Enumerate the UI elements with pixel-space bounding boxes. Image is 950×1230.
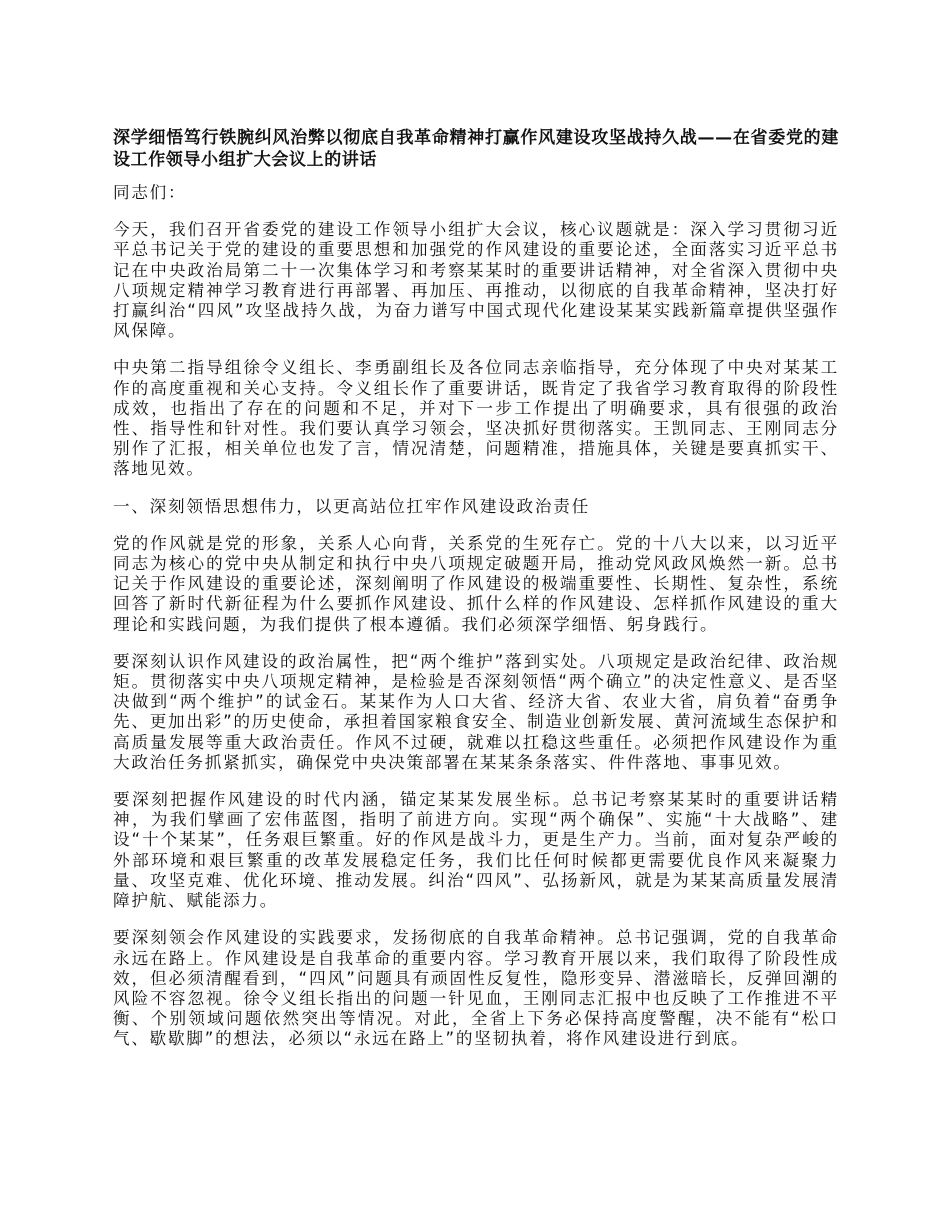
document-title: 深学细悟笃行铁腕纠风治弊以彻底自我革命精神打赢作风建设攻坚战持久战——在省委党的建设工作领导小组扩大会议上的讲话 bbox=[113, 128, 839, 170]
paragraph-opening: 今天，我们召开省委党的建设工作领导小组扩大会议，核心议题就是：深入学习贯彻习近平总书记关于党的建设的重要思想和加强党的作风建设的重要论述，全面落实习近平总书记在中央政治局第二十一次集体学习和考察某某时的重要讲话精神，对全省深入贯彻中央八项规定精神学习教育进行再部署、再加压、再推动，以彻底的自我革命精神，坚决打好打赢纠治“四风”攻坚战持久战，为奋力谱写中国式现代化建设某某实践新篇章提供坚强作风保障。 bbox=[113, 220, 839, 341]
paragraph: 党的作风就是党的形象，关系人心向背，关系党的生死存亡。党的十八大以来，以习近平同志为核心的党中央从制定和执行中央八项规定破题开局，推动党风政风焕然一新。总书记关于作风建设的重要论述，深刻阐明了作风建设的极端重要性、长期性、复杂性，系统回答了新时代新征程为什么要抓作风建设、抓什么样的作风建设、怎样抓作风建设的重大理论和实践问题，为我们提供了根本遵循。我们必须深学细悟、躬身践行。 bbox=[113, 533, 839, 634]
paragraph: 要深刻认识作风建设的政治属性，把“两个维护”落到实处。八项规定是政治纪律、政治规矩。贯彻落实中央八项规定精神，是检验是否深刻领悟“两个确立”的决定性意义、是否坚决做到“两个维护”的试金石。某某作为人口大省、经济大省、农业大省，肩负着“奋勇争先、更加出彩”的历史使命，承担着国家粮食安全、制造业创新发展、黄河流域生态保护和高质量发展等重大政治责任。作风不过硬，就难以扛稳这些重任。必须把作风建设作为重大政治任务抓紧抓实，确保党中央决策部署在某某条条落实、件件落地、事事见效。 bbox=[113, 651, 839, 772]
paragraph-guidance-acknowledgement: 中央第二指导组徐令义组长、李勇副组长及各位同志亲临指导，充分体现了中央对某某工作的高度重视和关心支持。令义组长作了重要讲话，既肯定了我省学习教育取得的阶段性成效，也指出了存在的问题和不足，并对下一步工作提出了明确要求，具有很强的政治性、指导性和针对性。我们要认真学习领会，坚决抓好贯彻落实。王凯同志、王刚同志分别作了汇报，相关单位也发了言，情况清楚，问题精准，措施具体，关键是要真抓实干、落地见效。 bbox=[113, 358, 839, 479]
salutation: 同志们： bbox=[113, 183, 187, 202]
paragraph: 要深刻把握作风建设的时代内涵，锚定某某发展坐标。总书记考察某某时的重要讲话精神，为我们擘画了宏伟蓝图，指明了前进方向。实现“两个确保”、实施“十大战略”、建设“十个某某”，任务艰巨繁重。好的作风是战斗力，更是生产力。当前，面对复杂严峻的外部环境和艰巨繁重的改革发展稳定任务，我们比任何时候都更需要优良作风来凝聚力量、攻坚克难、优化环境、推动发展。纠治“四风”、弘扬新风，就是为某某高质量发展清障护航、赋能添力。 bbox=[113, 790, 839, 911]
section-heading-1: 一、深刻领悟思想伟力，以更高站位扛牢作风建设政治责任 bbox=[113, 496, 590, 516]
paragraph: 要深刻领会作风建设的实践要求，发扬彻底的自我革命精神。总书记强调，党的自我革命永远在路上。作风建设是自我革命的重要内容。学习教育开展以来，我们取得了阶段性成效，但必须清醒看到，“四风”问题具有顽固性反复性，隐形变异、潜滋暗长，反弹回潮的风险不容忽视。徐令义组长指出的问题一针见血，王刚同志汇报中也反映了工作推进不平衡、个别领域问题依然突出等情况。对此，全省上下务必保持高度警醒，决不能有“松口气、歇歇脚”的想法，必须以“永远在路上”的坚韧执着，将作风建设进行到底。 bbox=[113, 928, 839, 1049]
document-body bbox=[113, 127, 839, 1067]
